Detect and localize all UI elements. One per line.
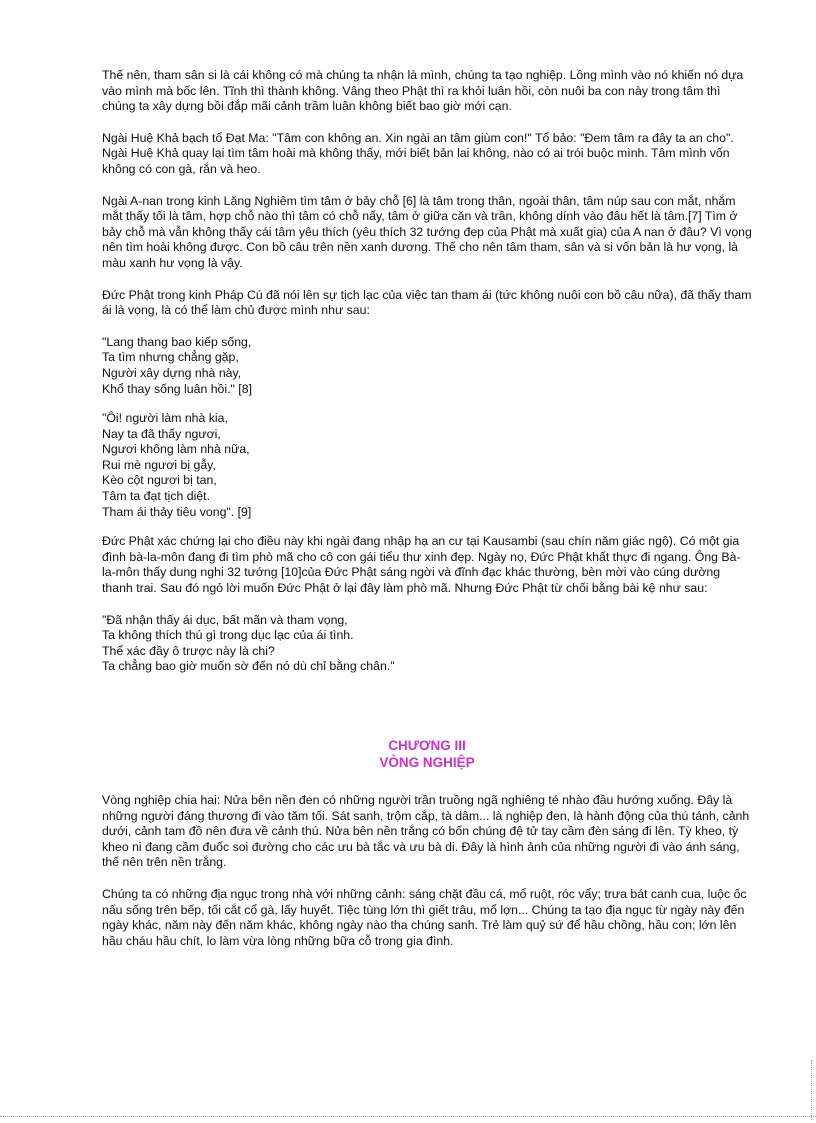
verse-line: "Ôi! người làm nhà kia, <box>102 411 228 426</box>
chapter-heading <box>102 737 752 771</box>
chapter-number: CHƯƠNG III <box>388 738 466 753</box>
paragraph: Ngài Huệ Khả bạch tổ Đạt Ma: "Tâm con không an. Xin ngài an tâm giùm con!" Tổ bảo: "Đem tâm ra đây ta an cho". Ngài Huệ Khả quay lại tìm tâm hoài mà không thấy, mới biết bản lai không, nào có ai trói buộc mình. Tâm mình vốn không có con gà, rắn và heo. <box>102 130 734 176</box>
verse-line: Người xây dựng nhà này, <box>102 365 242 380</box>
verse-line: Ta chẳng bao giờ muốn sờ đến nó dù chỉ bằng chân." <box>102 659 395 674</box>
verse-line: Ngươi không làm nhà nữa, <box>102 442 250 457</box>
verse-block <box>102 411 752 520</box>
document-page <box>102 68 752 965</box>
paragraph: Chúng ta có những địa ngục trong nhà với những cảnh: sáng chặt đầu cá, mổ ruột, róc vẩy; trưa bát canh cua, luộc ốc nấu sống trên bếp, tối cắt cổ gà, lấy huyết. Tiệc tùng lớn thì giết trâu, mổ lợn... Chúng ta tạo địa ngục từ ngày này đến ngày khác, năm này đến năm khác, không ngày nào tha chúng sanh. Trẻ làm quỷ sứ để hầu chồng, hầu con; lớn lên hầu cháu hầu chít, lo làm vừa lòng những bữa cỗ trong gia đình. <box>102 886 747 948</box>
verse-line: Rui mè ngươi bị gẫy, <box>102 457 216 472</box>
paragraph: Thế nên, tham sân si là cái không có mà chúng ta nhận là mình, chúng ta tạo nghiệp. Lồng mình vào nó khiến nó dựa vào mình mà bốc lên. Tĩnh thì thành không. Vâng theo Phật thì ra khỏi luân hồi, còn nuôi ba con này trong tâm thì chúng ta xây dựng bồi đắp mãi cảnh trầm luân không biết bao giờ mới cạn. <box>102 68 744 114</box>
verse-line: Nay ta đã thấy ngươi, <box>102 426 221 441</box>
paragraph: Đức Phật xác chứng lại cho điều này khi ngài đang nhập hạ an cư tại Kausambi (sau chín năm giác ngộ). Có một gia đình bà-la-môn đang đi tìm phò mã cho cô con gái tiểu thư xinh đẹp. Ngày nọ, Đức Phật khất thực đi ngang. Ông Bà-la-môn thấy dung nghi 32 tướng [10]của Đức Phật sáng ngời và đĩnh đạc khác thường, bèn mời vào cúng dường thanh trai. Sau đó ngỏ lời muốn Đức Phật ở lại đây làm phò mã. Nhưng Đức Phật từ chối bằng bài kệ như sau: <box>102 534 741 596</box>
page-bottom-edge <box>0 1116 816 1117</box>
verse-line: Khổ thay sống luân hồi." [8] <box>102 381 252 396</box>
paragraph: Vòng nghiệp chia hai: Nửa bên nền đen có những người trần truồng ngã nghiêng té nhào đầu hướng xuống. Đây là những người đáng thương đi vào tăm tối. Sát sanh, trộm cắp, tà dâm... là nghiệp đen, là hành động của thú tánh, cảnh dưới, cảnh tam đồ nên đưa về cảnh thú. Nửa bên nền trắng có bốn chúng đệ tử tay cầm đèn sáng đi lên. Tỳ kheo, tỳ kheo ni đang cầm đuốc soi đường cho các ưu bà tắc và ưu bà di. Đây là hình ảnh của những người đi vào ánh sáng, thế nên trên nền trắng. <box>102 793 750 870</box>
verse-line: Kèo cột ngươi bị tan, <box>102 473 217 488</box>
page-right-edge <box>811 1060 812 1120</box>
paragraph: Đức Phật trong kinh Pháp Cú đã nói lên sự tịch lạc của việc tan tham ái (tức không nuôi con bồ câu nữa), đã thấy tham ái là vọng, là có thể làm chủ được mình như sau: <box>102 287 752 318</box>
section-spacer <box>102 689 752 737</box>
verse-block <box>102 335 752 397</box>
paragraph: Ngài A-nan trong kinh Lăng Nghiêm tìm tâm ở bảy chỗ [6] là tâm trong thân, ngoài thân, tâm núp sau con mắt, nhắm mắt thấy tối là tâm, hợp chỗ nào thì tâm có chỗ nấy, tâm ở giữa căn và trần, không dính vào đâu hết là tâm.[7] Tìm ở bảy chỗ mà vẫn không thấy cái tâm yêu thích (yêu thích 32 tướng đẹp của Phật mà xuất gia) của A nan ở đâu? Vì vọng nên tìm hoài không được. Con bồ câu trên nền xanh dương. Thế cho nên tâm tham, sân và si vốn bản là hư vọng, là màu xanh hư vọng là vậy. <box>102 193 752 270</box>
verse-line: Ta tìm nhưng chẳng gặp, <box>102 350 239 365</box>
verse-block <box>102 613 752 675</box>
verse-line: Tâm ta đạt tịch diệt. <box>102 489 210 504</box>
verse-line: Thể xác đầy ô trược này là chi? <box>102 643 275 658</box>
verse-line: "Lang thang bao kiếp sống, <box>102 334 252 349</box>
chapter-title: VÒNG NGHIỆP <box>379 755 475 770</box>
verse-line: Tham ái thảy tiêu vong". [9] <box>102 504 252 519</box>
verse-line: Ta không thích thú gì trong dục lạc của ái tình. <box>102 628 354 643</box>
verse-line: "Đã nhận thấy ái dục, bất mãn và tham vọng, <box>102 612 348 627</box>
